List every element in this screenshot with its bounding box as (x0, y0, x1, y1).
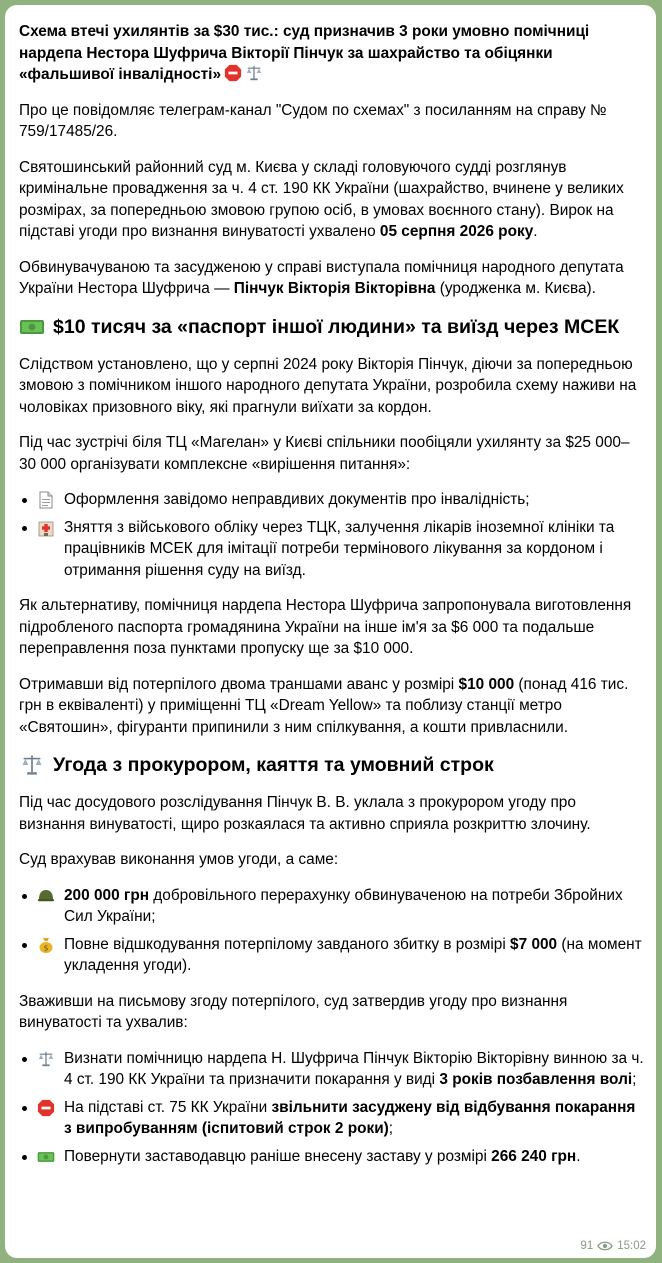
bullet (22, 1106, 27, 1111)
view-count: 91 (580, 1240, 594, 1252)
message-title (19, 21, 646, 86)
hospital-icon (37, 519, 55, 537)
compensation-amount: $7 000 (510, 935, 558, 953)
bullet (22, 498, 27, 503)
list-item (19, 489, 646, 511)
message-bubble (5, 5, 656, 1258)
advance-text: Отримавши від потерпілого двома траншами аванс у розмірі (19, 675, 459, 693)
bullet (22, 1155, 27, 1160)
conditions-intro: Суд врахував виконання умов угоди, а саме: (19, 851, 339, 868)
scales-icon (37, 1050, 55, 1068)
list-item (19, 1146, 646, 1168)
meeting-paragraph: Під час зустрічі біля ТЦ «Магелан» у Києві спільники пообіцяли ухилянту за $25 000–30 000 організувати комплексне «вирішення питання»: (19, 434, 630, 473)
promises-list (19, 489, 646, 581)
court-text-end: . (533, 223, 538, 240)
scales-icon (245, 64, 263, 82)
list-item (19, 517, 646, 582)
verdict-list (19, 1048, 646, 1168)
approval-paragraph: Зваживши на письмову згоду потерпілого, суд затвердив угоду про визнання винуватості та ухвалив: (19, 992, 568, 1031)
money-bag-icon (37, 936, 55, 954)
money-icon (37, 1148, 55, 1166)
conditions-list (19, 885, 646, 977)
section-heading-scheme (19, 314, 646, 340)
advance-paragraph (19, 674, 646, 739)
title-text: Схема втечі ухилянтів за $30 тис.: суд призначив 3 роки умовно помічниці нардепа Нестора Шуфрича Вікторії Пінчук за шахрайство та обіцянки «фальшивої інвалідності» (19, 23, 590, 83)
advance-amount: $10 000 (458, 675, 515, 693)
section-heading-scheme-text: $10 тисяч за «паспорт іншої людини» та виїзд через МСЕК (53, 315, 620, 338)
court-text: Святошинський районний суд м. Києва у складі головуючого судді розглянув кримінальне провадження за ч. 4 ст. 190 КК України (шахрайство, вчинене у великих розмірах, за попередньою змовою групою осіб, в умовах воєнного стану). Вирок на підставі угоди про визнання винуватості ухвалено (19, 158, 624, 240)
court-paragraph (19, 157, 646, 243)
message-meta (580, 1240, 646, 1252)
stop-sign-icon (37, 1099, 55, 1117)
donation-text: добровільного перерахунку обвинуваченою на потреби Збройних Сил України; (64, 886, 623, 925)
stop-sign-icon (224, 64, 242, 82)
bullet (22, 526, 27, 531)
donation-amount: 200 000 грн (64, 886, 150, 904)
list-item (19, 934, 646, 977)
document-icon (37, 491, 55, 509)
helmet-icon (37, 887, 55, 905)
section-heading-plea-text: Угода з прокурором, каяття та умовний строк (53, 754, 494, 776)
compensation-text-end: (на момент укладення угоди). (64, 935, 642, 974)
scales-icon (19, 753, 45, 777)
list-item (19, 1048, 646, 1091)
list-item-text: Оформлення завідомо неправдивих документів про інвалідність; (64, 491, 530, 508)
verdict-date: 05 серпня 2026 року (379, 223, 534, 240)
list-item-text (64, 1050, 644, 1089)
svg-text:$: $ (43, 943, 49, 952)
probation-terms: звільнити засуджену від відбування покарання з випробуванням (іспитовий строк 2 роки) (64, 1098, 636, 1137)
list-item-text (64, 1148, 580, 1165)
probation-text-end: ; (388, 1120, 394, 1137)
list-item-text (64, 936, 642, 975)
money-icon (19, 317, 45, 337)
list-item (19, 1097, 646, 1140)
investigation-paragraph: Слідством установлено, що у серпні 2024 року Вікторія Пінчук, діючи за попередньою змовою з помічником іншого народного депутата України, розробила схему наживи на чоловіках призовного віку, які прагнули виїхати за кордон. (19, 355, 637, 416)
bail-amount: 266 240 грн (491, 1147, 577, 1165)
eye-icon (597, 1241, 613, 1251)
bail-text-end: . (576, 1147, 581, 1165)
verdict-sentence: 3 років позбавлення волі (439, 1071, 633, 1088)
section-heading-plea (19, 752, 646, 778)
source-paragraph: Про це повідомляє телеграм-канал "Судом по схемах" з посиланням на справу № 759/17485/26. (19, 101, 607, 140)
bail-text: Повернути заставодавцю раніше внесену заставу у розмірі (64, 1147, 492, 1165)
message-time: 15:02 (617, 1240, 646, 1252)
list-item-text (64, 1099, 635, 1138)
defendant-paragraph (19, 257, 646, 300)
defendant-name: Пінчук Вікторія Вікторівна (233, 280, 436, 297)
bullet (22, 894, 27, 899)
defendant-text: Обвинувачуваною та засудженою у справі виступала помічниця народного депутата України Нестора Шуфрича — (19, 258, 624, 297)
probation-text: На підставі ст. 75 КК України (64, 1098, 272, 1116)
list-item-text (64, 887, 623, 926)
advance-text-end: (понад 416 тис. грн в еквіваленті) у приміщенні ТЦ «Dream Yellow» та поблизу станції метро «Святошин», фігуранти припинили з ним спілкування, а кошти привласнили. (19, 675, 629, 736)
plea-paragraph: Під час досудового розслідування Пінчук В. В. уклала з прокурором угоду про визнання винуватості, щиро розкаялася та активно сприяла розкриттю злочину. (19, 794, 591, 833)
bullet (22, 943, 27, 948)
defendant-text-end: (уродженка м. Києва). (435, 280, 596, 297)
verdict-text-end: ; (632, 1071, 637, 1088)
verdict-text: Визнати помічницю нардепа Н. Шуфрича Пінчук Вікторію Вікторівну винною за ч. 4 ст. 190 КК України та призначити покарання у виді (64, 1049, 644, 1088)
list-item (19, 885, 646, 928)
bullet (22, 1057, 27, 1062)
list-item-text: Зняття з військового обліку через ТЦК, залучення лікарів іноземної клініки та працівників МСЕК для імітації потреби термінового лікування за кордоном і отримання рішення суду на виїзд. (64, 518, 615, 579)
compensation-text: Повне відшкодування потерпілому завданого збитку в розмірі (64, 935, 511, 953)
passport-paragraph: Як альтернативу, помічниця нардепа Нестора Шуфрича запропонувала виготовлення підробленого паспорта громадянина України на інше ім'я за $6 000 та подальше переправлення поза пунктами пропуску ще за $10 000. (19, 597, 632, 657)
